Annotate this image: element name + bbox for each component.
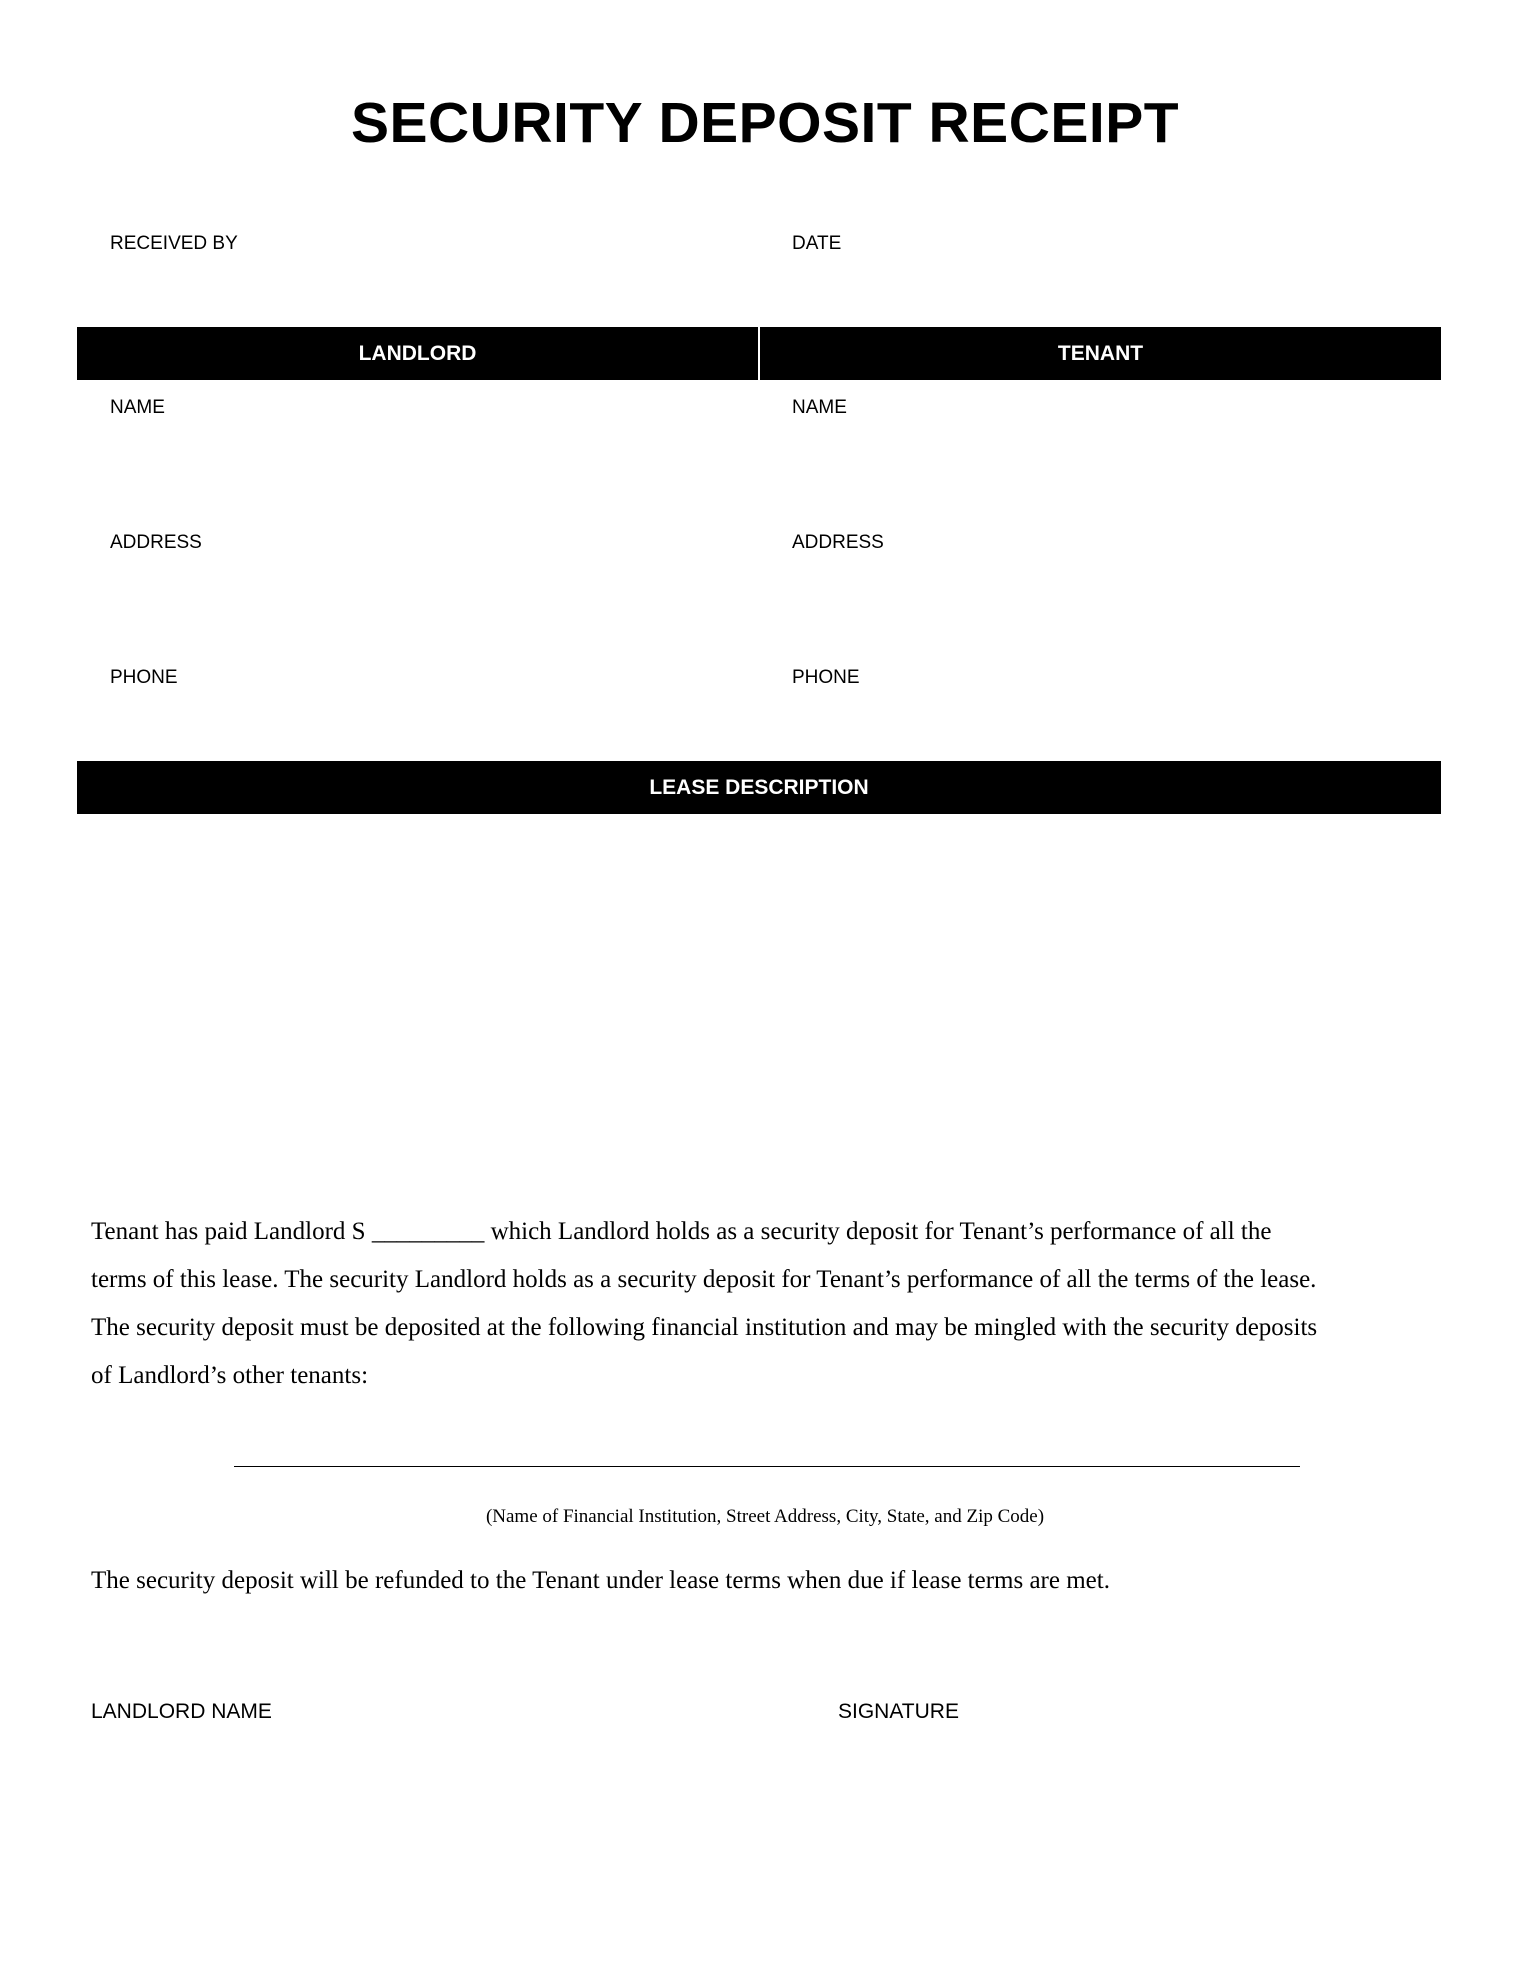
deposit-paragraph	[91, 1208, 1317, 1400]
financial-institution-line	[234, 1466, 1300, 1467]
received-by-label: RECEIVED BY	[110, 233, 238, 254]
landlord-address-label: ADDRESS	[110, 532, 202, 553]
landlord-name-signature-label: LANDLORD NAME	[91, 1700, 272, 1723]
refund-statement: The security deposit will be refunded to the Tenant under lease terms when due if lease terms are met.	[91, 1567, 1110, 1594]
landlord-header-bar	[77, 327, 758, 380]
landlord-heading: LANDLORD	[358, 341, 477, 365]
signature-label: SIGNATURE	[838, 1700, 959, 1723]
deposit-paragraph-line: Tenant has paid Landlord S _________ which Landlord holds as a security deposit for Tenant’s performance of all the	[91, 1218, 1272, 1245]
tenant-phone-label: PHONE	[792, 667, 860, 688]
deposit-paragraph-line: of Landlord’s other tenants:	[91, 1362, 369, 1389]
deposit-paragraph-line: terms of this lease. The security Landlord holds as a security deposit for Tenant’s performance of all the terms of the lease.	[91, 1266, 1317, 1293]
tenant-header-bar	[760, 327, 1441, 380]
financial-institution-caption: (Name of Financial Institution, Street Address, City, State, and Zip Code)	[485, 1506, 1045, 1527]
lease-description-bar	[77, 761, 1441, 814]
date-label: DATE	[792, 233, 842, 254]
landlord-name-label: NAME	[110, 397, 165, 418]
lease-description-heading: LEASE DESCRIPTION	[649, 775, 869, 799]
tenant-address-label: ADDRESS	[792, 532, 884, 553]
tenant-name-label: NAME	[792, 397, 847, 418]
tenant-heading: TENANT	[1057, 341, 1144, 365]
deposit-paragraph-line: The security deposit must be deposited at the following financial institution and may be mingled with the security deposits	[91, 1314, 1318, 1341]
landlord-phone-label: PHONE	[110, 667, 178, 688]
page-title: SECURITY DEPOSIT RECEIPT	[350, 91, 1180, 155]
